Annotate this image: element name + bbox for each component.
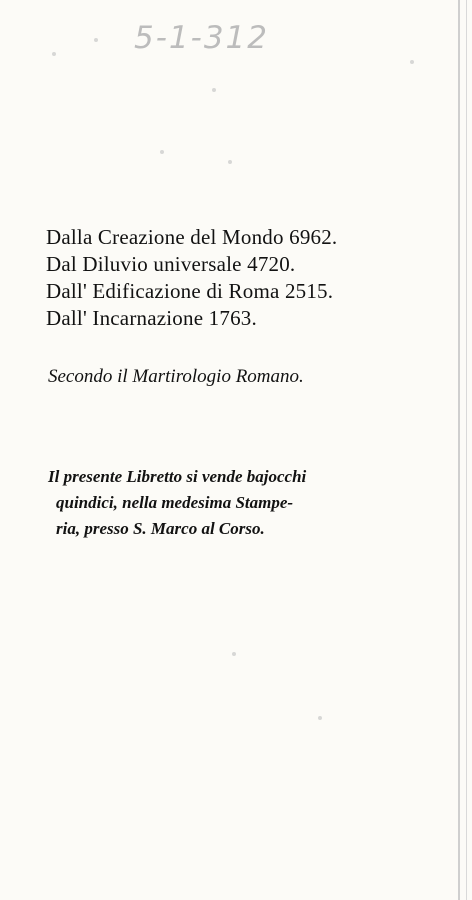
martyrology-note: Secondo il Martirologio Romano. — [48, 366, 304, 387]
sale-notice-line: Il presente Libretto si vende bajocchi — [48, 467, 307, 486]
sale-notice-line: ria, presso S. Marco al Corso. — [56, 519, 265, 538]
ink-bleed-mark — [94, 38, 98, 42]
page-edge-shadow — [458, 0, 460, 900]
ink-bleed-mark — [212, 88, 216, 92]
chronology-line-rome: Dall' Edificazione di Roma 2515. — [46, 279, 334, 303]
ink-bleed-mark — [318, 716, 322, 720]
chronology-line-creation: Dalla Creazione del Mondo 6962. — [46, 225, 338, 249]
sale-notice-line: quindici, nella medesima Stampe- — [56, 493, 294, 512]
sale-notice — [48, 464, 438, 542]
ink-bleed-mark — [410, 60, 414, 64]
chronology-line-incarnation: Dall' Incarnazione 1763. — [46, 306, 257, 330]
chronology-line-deluge: Dal Diluvio universale 4720. — [46, 252, 296, 276]
ink-bleed-mark — [160, 150, 164, 154]
ink-bleed-mark — [232, 652, 236, 656]
handwritten-shelfmark: 5-1-312 — [134, 20, 269, 56]
ink-bleed-mark — [52, 52, 56, 56]
chronology-block — [46, 224, 446, 332]
ink-bleed-mark — [228, 160, 232, 164]
page-edge-line — [466, 0, 467, 900]
